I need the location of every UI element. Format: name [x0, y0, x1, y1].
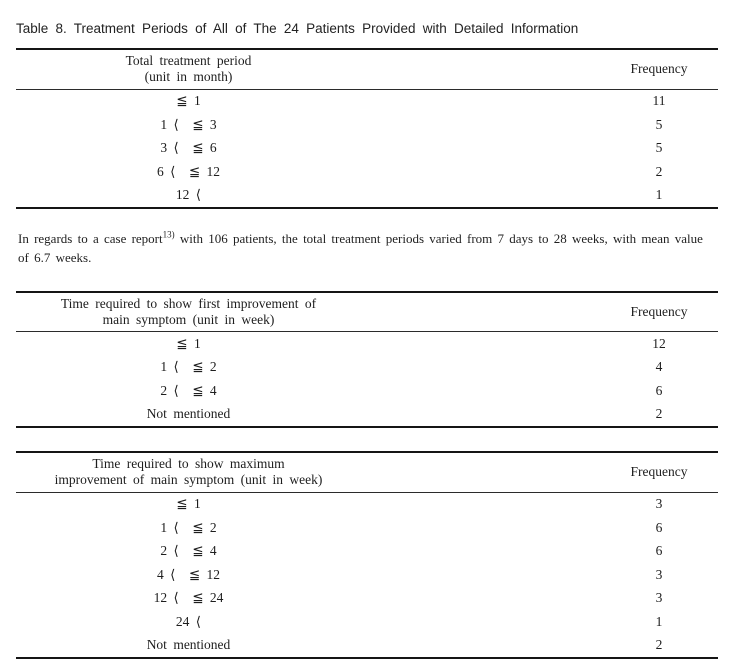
- table-row: [16, 113, 718, 137]
- category-header-line1: Time required to show first improvement of: [60, 295, 317, 311]
- table-header-row: [16, 453, 718, 493]
- table-row: [16, 563, 718, 587]
- frequency-column-header: Frequency: [630, 303, 688, 319]
- table-header-row: [16, 293, 718, 333]
- frequency-cell: 5: [655, 140, 663, 156]
- frequency-cell: 3: [655, 566, 663, 582]
- frequency-cell: 3: [655, 496, 663, 512]
- table-row: [16, 610, 718, 634]
- table-row: [16, 403, 718, 427]
- category-column-header: [16, 456, 361, 488]
- table-row: [16, 184, 718, 208]
- frequency-cell: 11: [652, 93, 666, 109]
- first-improvement-time-table: [16, 291, 718, 429]
- table-row: [16, 493, 718, 517]
- category-column-header: [16, 53, 361, 85]
- frequency-cell: 2: [655, 406, 663, 422]
- range-cell: 4 ⟨ ≦ 12: [156, 566, 221, 582]
- total-treatment-period-table: [16, 48, 718, 209]
- range-cell: 3 ⟨ ≦ 6: [160, 140, 217, 156]
- range-cell: 1 ⟨ ≦ 2: [160, 519, 217, 535]
- range-cell: 1 ⟨ ≦ 2: [160, 359, 217, 375]
- frequency-cell: 2: [655, 163, 663, 179]
- category-header-line1: Time required to show maximum: [92, 456, 285, 472]
- frequency-cell: 12: [652, 335, 666, 351]
- category-header-line2: improvement of main symptom (unit in week): [54, 472, 323, 488]
- table-row: [16, 634, 718, 658]
- table-header-row: [16, 50, 718, 90]
- frequency-cell: 5: [655, 116, 663, 132]
- table-row: [16, 516, 718, 540]
- table-row: [16, 137, 718, 161]
- range-cell: 6 ⟨ ≦ 12: [156, 163, 221, 179]
- table-row: [16, 160, 718, 184]
- range-cell: 2 ⟨ ≦ 4: [160, 543, 217, 559]
- frequency-cell: 2: [655, 637, 663, 653]
- category-header-line2: (unit in month): [144, 69, 233, 85]
- table-row: [16, 356, 718, 380]
- footnote-text-pre: In regards to a case report: [18, 231, 163, 246]
- case-report-footnote: [16, 222, 718, 278]
- frequency-cell: 1: [655, 187, 663, 203]
- category-header-line1: Total treatment period: [125, 53, 252, 69]
- range-cell: Not mentioned: [146, 637, 231, 653]
- table-body: [16, 90, 718, 208]
- range-cell: Not mentioned: [146, 406, 231, 422]
- range-cell: 12 ⟨: [175, 187, 202, 203]
- table-row: [16, 90, 718, 114]
- range-cell: 1 ⟨ ≦ 3: [160, 116, 217, 132]
- range-cell: ≦ 1: [176, 496, 201, 512]
- maximum-improvement-time-table: [16, 451, 718, 659]
- range-cell: ≦ 1: [176, 93, 201, 109]
- frequency-cell: 6: [655, 543, 663, 559]
- page-title: Table 8. Treatment Periods of All of The 24 Patients Provided with Detailed Information: [16, 21, 579, 36]
- frequency-column-header: Frequency: [630, 61, 688, 77]
- footnote-reference-superscript: 13): [162, 229, 175, 240]
- range-cell: 12 ⟨ ≦ 24: [153, 590, 224, 606]
- category-header-line2: main symptom (unit in week): [102, 311, 275, 327]
- frequency-cell: 3: [655, 590, 663, 606]
- table-row: [16, 332, 718, 356]
- table-row: [16, 540, 718, 564]
- frequency-cell: 6: [655, 519, 663, 535]
- range-cell: 2 ⟨ ≦ 4: [160, 382, 217, 398]
- category-column-header: [16, 296, 361, 328]
- frequency-column-header: Frequency: [630, 464, 688, 480]
- frequency-cell: 4: [655, 359, 663, 375]
- frequency-cell: 1: [655, 613, 663, 629]
- table-row: [16, 379, 718, 403]
- range-cell: 24 ⟨: [175, 613, 202, 629]
- range-cell: ≦ 1: [176, 335, 201, 351]
- frequency-cell: 6: [655, 382, 663, 398]
- table-row: [16, 587, 718, 611]
- table-body: [16, 493, 718, 658]
- footnote-text-post: with 106 patients, the total treatment periods varied from 7 days to 28 weeks, with mean value of 6.7 weeks.: [18, 231, 703, 265]
- table-body: [16, 332, 718, 426]
